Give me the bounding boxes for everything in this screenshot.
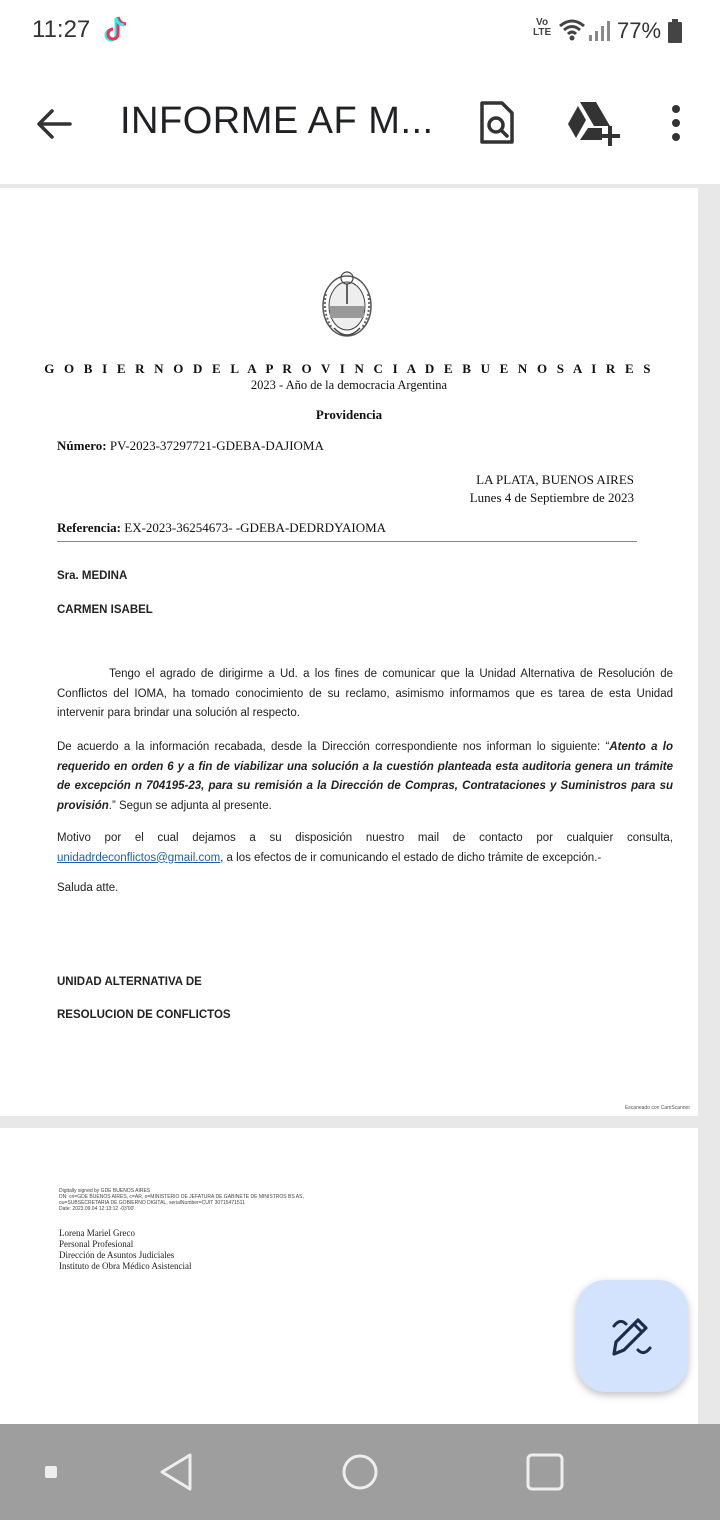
add-to-drive-icon[interactable] bbox=[566, 100, 622, 148]
document-title: INFORME AF M... bbox=[120, 100, 434, 142]
nav-home-icon[interactable] bbox=[340, 1452, 380, 1492]
back-arrow-icon[interactable] bbox=[30, 102, 80, 146]
wifi-icon bbox=[558, 18, 586, 42]
document-place: LA PLATA, BUENOS AIRES bbox=[476, 472, 634, 487]
divider bbox=[57, 541, 637, 542]
document-date: Lunes 4 de Septiembre de 2023 bbox=[469, 490, 634, 505]
nav-recents-icon[interactable] bbox=[525, 1452, 565, 1492]
year-motto: 2023 - Año de la democracia Argentina bbox=[250, 378, 448, 392]
document-viewer[interactable] bbox=[0, 184, 720, 1424]
scanner-watermark: Escaneado con CamScanner bbox=[624, 1105, 690, 1111]
more-vert-icon[interactable] bbox=[660, 102, 692, 148]
edit-pen-icon bbox=[610, 1314, 654, 1358]
body-paragraph-1: Tengo el agrado de dirigirme a Ud. a los fines de comunicar que la Unidad Alternativa de Resolución de Conflictos del IOMA, ha tomado conocimiento de su reclamo, asimismo informamos que es tarea de esta Unidad intervenir para brindar una solución al respecto. bbox=[57, 668, 673, 719]
numero-label: Número: bbox=[57, 438, 107, 453]
body-paragraph-3: Motivo por el cual dejamos a su disposición nuestro mail de contacto por cualquier consulta, unidadrdeconflictos@gmail.com, a los efectos de ir comunicando el estado de dicho trámite de excepción.- bbox=[57, 832, 673, 864]
nav-indicator bbox=[45, 1466, 57, 1478]
closing: Saluda atte. bbox=[57, 882, 119, 894]
find-in-page-icon[interactable] bbox=[474, 100, 520, 146]
document-page-1 bbox=[0, 188, 698, 1116]
digital-signature: Digitally signed by GDE BUENOS AIRES DN: cn=GDE BUENOS AIRES, c=AR, o=MINISTERIO DE JEFATURA DE GABINETE DE MINISTROS BS AS, ou=SUBSECRETARIA DE GOBIERNO DIGITAL, serialNumber=CUIT 30715471511 Date: 2023.09.04 12:13:12 -03'00' bbox=[59, 1188, 304, 1212]
body-paragraph-2: De acuerdo a la información recabada, desde la Dirección correspondiente nos informan lo siguiente: “Atento a lo requerido en orden 6 y a fin de viabilizar una solución a la cuestión planteada esta auditoria genera un trámite de excepción n 704195-23, para su remisión a la Dirección de Compras, Contrataciones y Suministros para su provisión.” Segun se adjunta al presente. bbox=[57, 741, 673, 812]
signal-icon bbox=[588, 20, 612, 42]
coat-of-arms-icon bbox=[318, 264, 376, 342]
referencia-value: EX-2023-36254673- -GDEBA-DEDRDYAIOMA bbox=[124, 520, 387, 535]
tiktok-notification-icon bbox=[100, 14, 130, 46]
unit-name-line-1: UNIDAD ALTERNATIVA DE bbox=[57, 976, 202, 988]
status-bar bbox=[0, 0, 720, 64]
volte-indicator: Vo LTE bbox=[533, 17, 552, 38]
unit-name-line-2: RESOLUCION DE CONFLICTOS bbox=[57, 1009, 231, 1021]
status-time: 11:27 bbox=[32, 16, 91, 43]
recipient-line-2: CARMEN ISABEL bbox=[57, 604, 153, 616]
email-link[interactable]: unidadrdeconflictos@gmail.com bbox=[57, 851, 221, 864]
referencia-label: Referencia: bbox=[57, 520, 122, 535]
quoted-response: Atento a lo requerido en orden 6 y a fin de viabilizar una solución a la cuestión planteada esta auditoria genera un trámite de excepción n 704195-23, para su remisión a la Dirección de Compras, Contrataciones y Suministros para su provisión bbox=[57, 741, 673, 812]
edit-fab-button[interactable] bbox=[576, 1280, 688, 1392]
signer-role: Personal Profesional bbox=[59, 1239, 134, 1249]
government-header: G O B I E R N O D E L A P R O V I N C I A D E B U E N O S A I R E S bbox=[44, 361, 654, 376]
battery-percent: 77% bbox=[617, 18, 662, 43]
document-reference bbox=[57, 520, 386, 536]
document-number bbox=[57, 438, 324, 454]
system-nav-bar bbox=[0, 1424, 720, 1520]
signer-name: Lorena Mariel Greco bbox=[59, 1228, 135, 1238]
document-type: Providencia bbox=[315, 407, 383, 422]
signer-department: Dirección de Asuntos Judiciales bbox=[59, 1250, 175, 1260]
numero-value: PV-2023-37297721-GDEBA-DAJIOMA bbox=[109, 438, 324, 453]
signer-institution: Instituto de Obra Médico Asistencial bbox=[59, 1261, 192, 1271]
signer-details bbox=[59, 1228, 191, 1272]
recipient-line-1: Sra. MEDINA bbox=[57, 570, 128, 582]
nav-back-icon[interactable] bbox=[158, 1452, 198, 1492]
app-bar bbox=[0, 64, 720, 184]
battery-icon bbox=[668, 19, 682, 43]
